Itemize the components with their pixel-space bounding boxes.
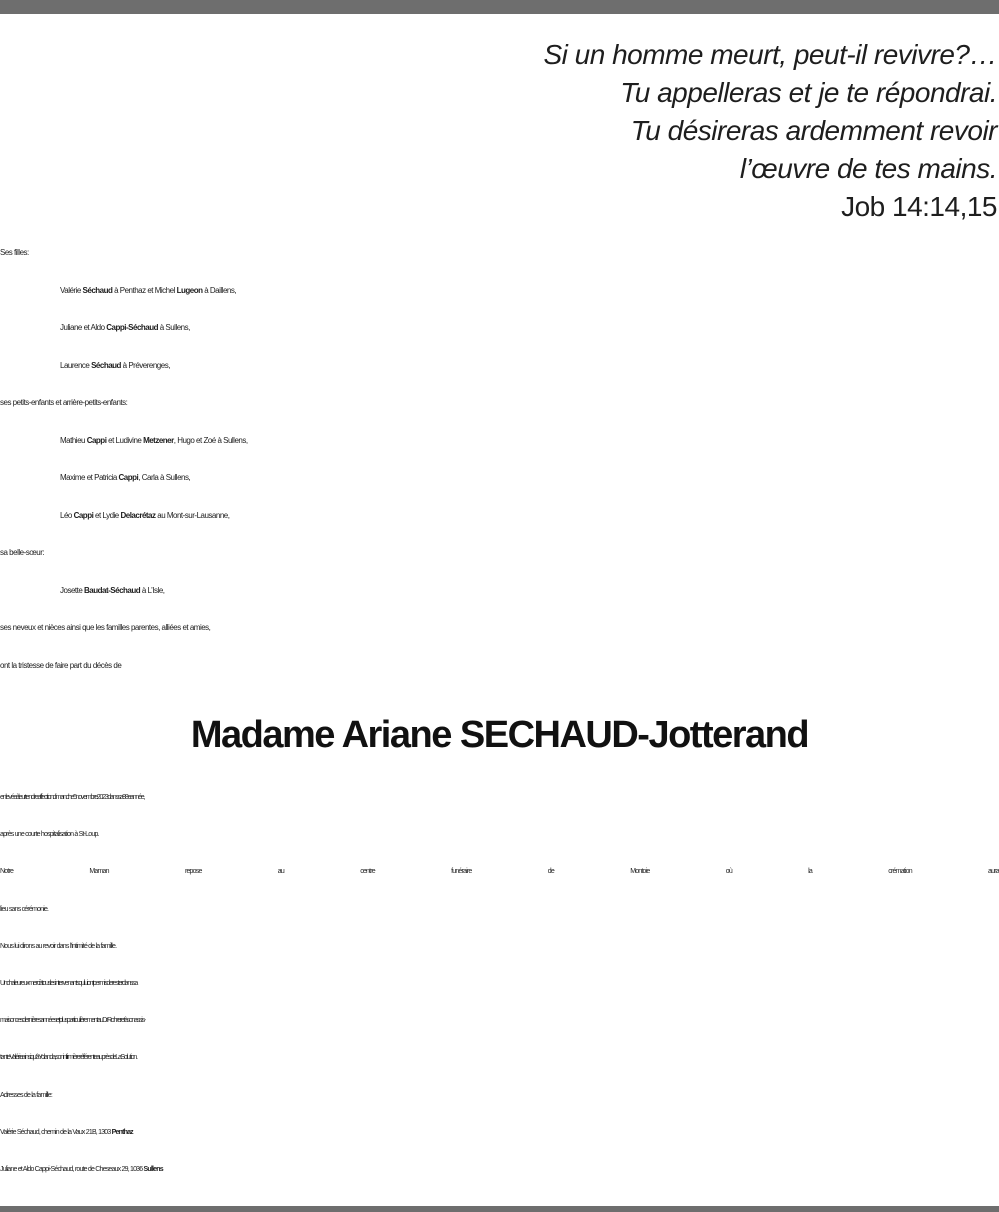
family-line: Léo Cappi et Lydie Delacrétaz au Mont-sur-Lausanne, — [60, 510, 230, 520]
quote-line: l’œuvre de tes mains. — [739, 153, 997, 184]
announcement-text — [0, 779, 999, 1188]
announcement-line: ont la tristesse de faire part du décès de — [0, 660, 122, 670]
family-line: Laurence Séchaud à Préverenges, — [60, 360, 170, 370]
bottom-rule — [0, 1206, 999, 1212]
text-line: après une courte hospitalisation à St-Loup. — [0, 831, 99, 839]
quote-reference: Job 14:14,15 — [841, 191, 997, 222]
quote-line: Tu désireras ardemment revoir — [630, 115, 997, 146]
text-line: lieu sans cérémonie. — [0, 905, 49, 913]
daughters-heading: Ses filles: — [0, 248, 29, 257]
family-line: Mathieu Cappi et Ludivine Metzener, Hugo et Zoé à Sullens, — [60, 435, 248, 445]
sister-in-law-heading: sa belle-sœur: — [0, 548, 45, 557]
family-line: Maxime et Patricia Cappi, Carla à Sullens, — [60, 473, 191, 482]
quote-line: Tu appelleras et je te répondrai. — [620, 77, 997, 108]
text-line: tante Valérie ainsi qu’à Yolanda, son infirmière référente auprès de La Solution. — [0, 1054, 137, 1062]
text-line: Un chaleureux merci à tous les intervenants qui lui ont permis de rester dans sa — [0, 980, 138, 988]
family-line: Juliane et Aldo Cappi-Séchaud à Sullens, — [60, 323, 190, 332]
bible-quote — [543, 36, 997, 226]
top-rule — [0, 0, 999, 14]
family-list — [0, 234, 999, 684]
text-line-justified: Notre Maman repose au centre funéraire de Montoie où la crémation aura — [0, 868, 999, 876]
text-line: Nous lui dirons au revoir dans l’intimité de la famille. — [0, 942, 117, 950]
addresses-heading: Adresses de la famille: — [0, 1091, 53, 1099]
grandchildren-heading: ses petits-enfants et arrière-petits-enfants: — [0, 398, 128, 407]
family-line: Valérie Séchaud à Penthaz et Michel Lugeon à Daillens, — [60, 285, 237, 295]
text-line: maison ces dernières années et plus particulièrement au Dr Rohrer et à son assis- — [0, 1017, 146, 1025]
quote-line: Si un homme meurt, peut-il revivre?… — [543, 39, 997, 70]
deceased-name: Madame Ariane SECHAUD-Jotterand — [190, 714, 809, 756]
text-line: enlevée à leur tendre affection dimanche 5 novembre 2023 dans sa 88e année, — [0, 794, 145, 801]
address-line: Valérie Séchaud, chemin de la Vaux 21B, 1303 Penthaz — [0, 1128, 133, 1136]
address-line: Juliane et Aldo Cappi-Séchaud, route de Cheseaux 29, 1036 Sullens — [0, 1166, 163, 1174]
nephews-line: ses neveux et nièces ainsi que les familles parentes, alliées et amies, — [0, 623, 211, 632]
family-line: Josette Baudat-Séchaud à L’Isle, — [60, 585, 165, 595]
